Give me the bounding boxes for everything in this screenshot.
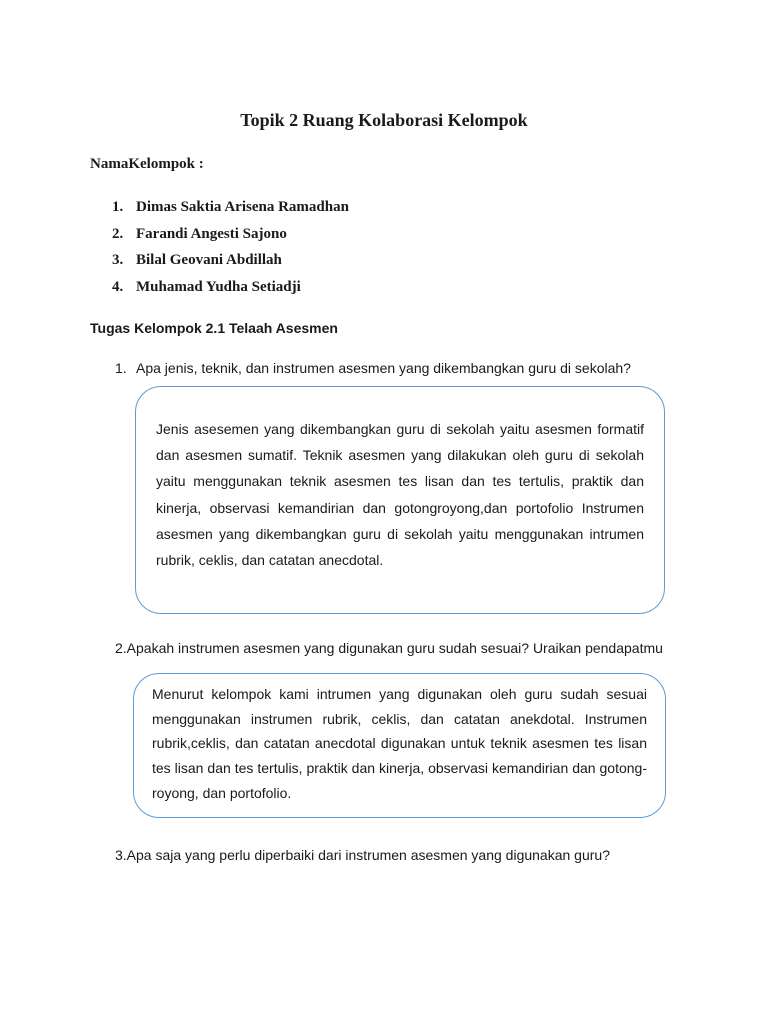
section-heading: Tugas Kelompok 2.1 Telaah Asesmen: [90, 320, 338, 336]
member-name: Muhamad Yudha Setiadji: [136, 279, 301, 296]
answer-text: Jenis asesemen yang dikembangkan guru di sekolah yaitu asesmen formatif dan asesmen sumatif. Teknik asesmen yang dilakukan oleh guru di sekolah yaitu menggunakan teknik asesmen tes lisan dan tes tertulis, praktik dan kinerja, observasi kemandirian dan gotongroyong,dan portofolio Instrumen asesmen yang dikembangkan guru di sekolah yaitu menggunakan intrumen rubrik, ceklis, dan catatan anecdotal.: [156, 421, 644, 569]
member-name: Dimas Saktia Arisena Ramadhan: [136, 199, 349, 215]
question-3: 3.Apa saja yang perlu diperbaiki dari instrumen asesmen yang digunakan guru?: [115, 847, 610, 863]
answer-box-2: [133, 673, 666, 818]
member-list: [112, 194, 349, 301]
member-item: [112, 247, 349, 274]
member-item: [112, 194, 349, 221]
question-2: 2.Apakah instrumen asesmen yang digunakan guru sudah sesuai? Uraikan pendapatmu: [115, 640, 663, 656]
member-item: [112, 221, 349, 248]
page-title: Topik 2 Ruang Kolaborasi Kelompok: [240, 110, 528, 130]
member-name: Bilal Geovani Abdillah: [136, 252, 282, 269]
member-number: 2.: [112, 225, 124, 242]
question-number: 1.: [115, 360, 127, 376]
member-item: [112, 274, 349, 301]
member-number: 4.: [112, 279, 124, 296]
answer-text: Menurut kelompok kami intrumen yang digunakan oleh guru sudah sesuai menggunakan instrumen rubrik, ceklis, dan catatan anekdotal. Instrumen rubrik,ceklis, dan catatan anecdotal digunakan untuk teknik asesmen tes lisan tes lisan dan tes tertulis, praktik dan kinerja, observasi kemandirian dan gotong-royong, dan portofolio.: [152, 686, 647, 801]
member-name: Farandi Angesti Sajono: [136, 225, 287, 242]
member-number: 3.: [112, 252, 124, 269]
member-number: 1.: [112, 199, 124, 215]
group-name-label: NamaKelompok :: [90, 156, 204, 172]
answer-box-1: [135, 386, 665, 614]
question-text: Apa jenis, teknik, dan instrumen asesmen yang dikembangkan guru di sekolah?: [136, 360, 631, 376]
question-1: [115, 358, 631, 378]
